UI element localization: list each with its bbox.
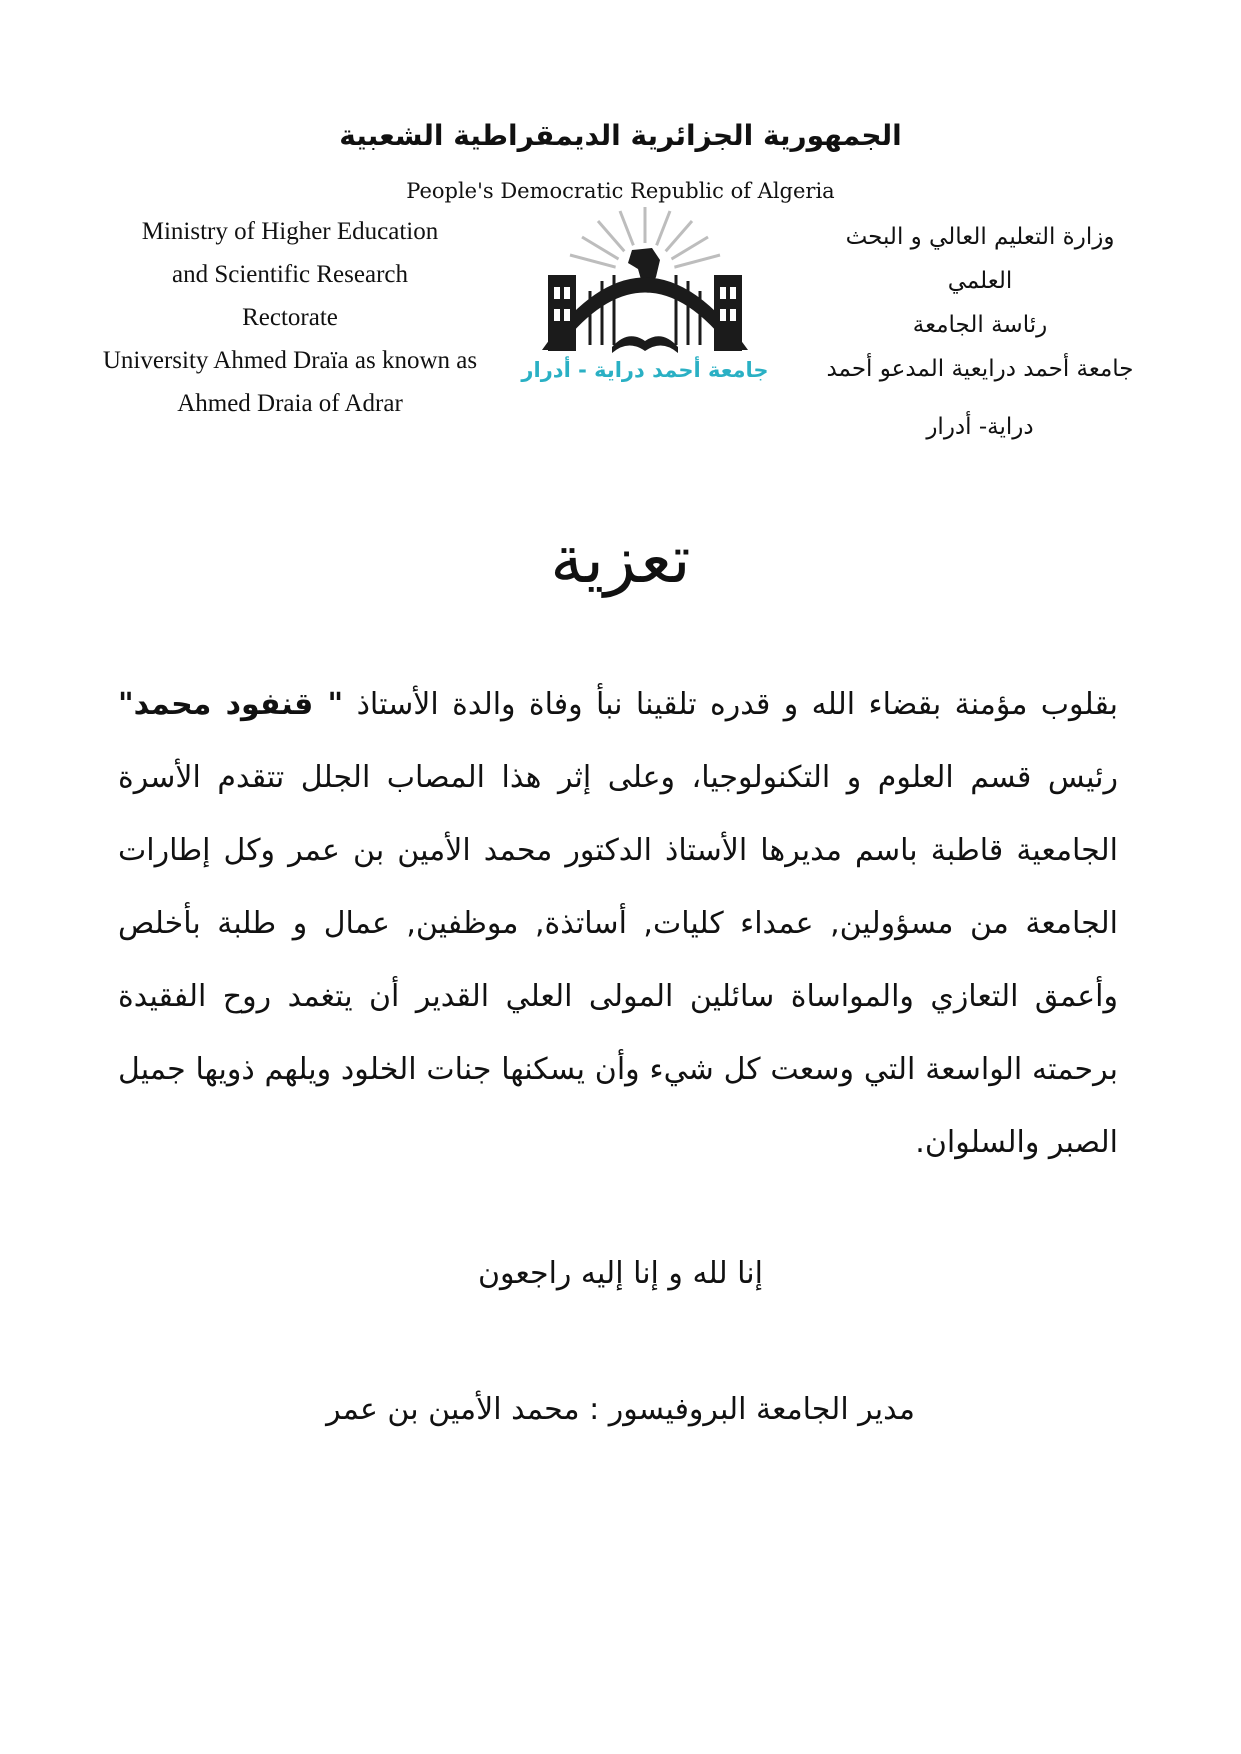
- body-lead: بقلوب مؤمنة بقضاء الله و قدره تلقينا نبأ وفاة والدة الأستاذ: [343, 687, 1118, 722]
- rectorate-arabic: رئاسة الجامعة: [912, 312, 1048, 338]
- body-rest: رئيس قسم العلوم و التكنولوجيا، وعلى إثر هذا المصاب الجلل تتقدم الأسرة الجامعية قاطبة باسم مديرها الأستاذ الدكتور محمد الأمين بن عمر وكل إطارات الجامعة من مسؤولين, عمداء كليات, أساتذة, موظفين, عمال و طلبة بأخلص وأعمق التعازي والمواساة سائلين المولى العلي القدير أن يتغمد روح الفقيدة برحمته الواسعة التي وسعت كل شيء وأن يسكنها جنات الخلود ويلهم ذويها جميل الصبر والسلوان.: [118, 760, 1118, 1160]
- ministry-line-2: and Scientific Research: [171, 261, 408, 288]
- closing-verse: إنا لله و إنا إليه راجعون: [478, 1256, 763, 1291]
- university-line-1: University Ahmed Draïa as known as: [102, 347, 478, 374]
- ministry-line-1: Ministry of Higher Education: [141, 218, 439, 245]
- deceased-relative-name: " قنفود محمد": [118, 687, 344, 722]
- english-republic-title: People's Democratic Republic of Algeria: [406, 179, 835, 203]
- ministry-arabic: وزارة التعليم العالي و البحث العلمي: [845, 224, 1115, 294]
- university-arabic-line-1: جامعة أحمد درايعية المدعو أحمد: [826, 356, 1134, 382]
- university-line-2: Ahmed Draia of Adrar: [177, 390, 403, 417]
- arabic-republic-title: الجمهورية الجزائرية الديمقراطية الشعبية: [339, 119, 902, 152]
- condolence-body: [118, 668, 1118, 1179]
- rectorate-line: Rectorate: [242, 304, 338, 331]
- signature-line: مدير الجامعة البروفيسور : محمد الأمين بن عمر: [326, 1392, 915, 1427]
- english-institution-block: [80, 210, 500, 425]
- document-title: تعزية: [550, 521, 691, 598]
- university-arabic-line-2: دراية- أدرار: [926, 414, 1034, 440]
- arabic-institution-block: [810, 215, 1150, 449]
- logo-caption: جامعة أحمد دراية - أدرار: [521, 358, 769, 382]
